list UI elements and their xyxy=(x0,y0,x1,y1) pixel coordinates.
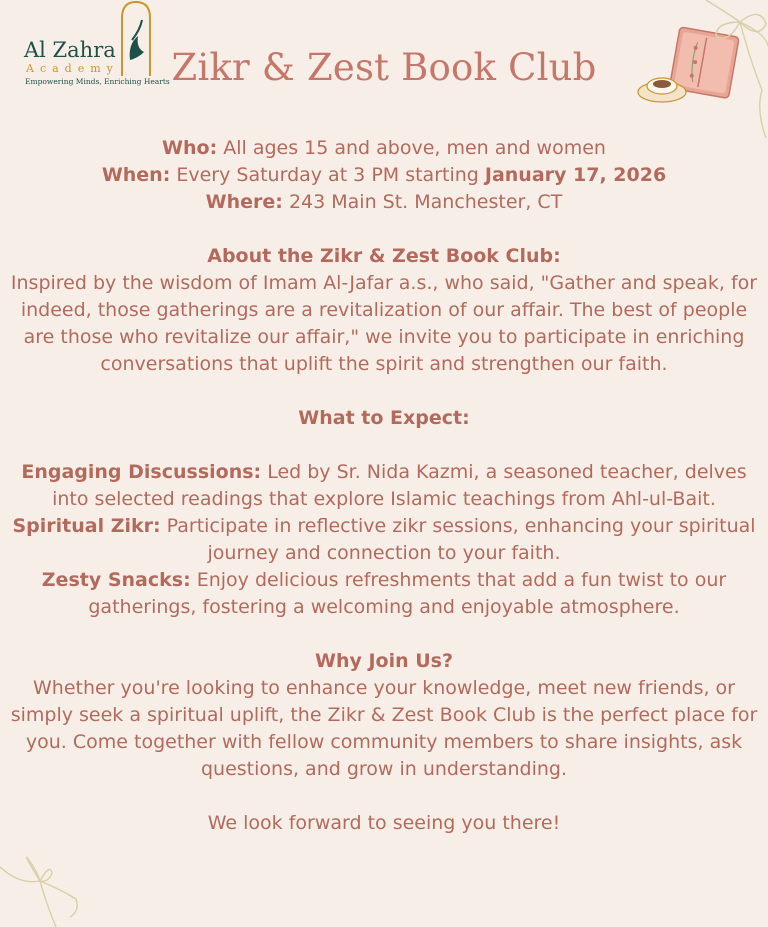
where-label: Where: xyxy=(205,191,283,213)
expect-item-zikr xyxy=(0,513,768,567)
ribbon-bow-icon xyxy=(706,0,768,140)
about-heading: About the Zikr & Zest Book Club: xyxy=(207,245,561,267)
closing-line: We look forward to seeing you there! xyxy=(207,812,561,834)
when-value: Every Saturday at 3 PM starting xyxy=(176,164,479,186)
who-label: Who: xyxy=(162,137,218,159)
logo-subtitle: Academy xyxy=(26,62,119,75)
who-value: All ages 15 and above, men and women xyxy=(223,137,606,159)
where-line xyxy=(0,189,768,216)
expect-item-label: Zesty Snacks: xyxy=(41,569,191,591)
expect-heading: What to Expect: xyxy=(298,407,470,429)
logo-name: Al Zahra xyxy=(24,38,116,62)
about-body: Inspired by the wisdom of Imam Al-Jafar a.s., who said, "Gather and speak, for indeed, those gatherings are a revitalization of our affair. The best of people are those who revitalize our affair," we invite you to participate in enriching conversations that uplift the spirit and strengthen our faith. xyxy=(10,272,758,375)
logo-tagline: Empowering Minds, Enriching Hearts xyxy=(25,77,170,86)
expect-item-label: Engaging Discussions: xyxy=(21,461,262,483)
ribbon-bow-icon xyxy=(0,855,82,927)
where-value: 243 Main St. Manchester, CT xyxy=(288,191,563,213)
expect-item-text: Enjoy delicious refreshments that add a fun twist to our gatherings, fostering a welcoming and enjoyable atmosphere. xyxy=(88,569,727,618)
why-heading: Why Join Us? xyxy=(314,650,454,672)
why-body: Whether you're looking to enhance your knowledge, meet new friends, or simply seek a spiritual uplift, the Zikr & Zest Book Club is the perfect place for you. Come together with fellow community members to share insights, ask questions, and grow in understanding. xyxy=(10,677,758,780)
expect-item-snacks xyxy=(0,567,768,621)
who-line xyxy=(0,135,768,162)
page-title: Zikr & Zest Book Club xyxy=(171,46,597,89)
when-line xyxy=(0,162,768,189)
when-label: When: xyxy=(101,164,171,186)
expect-item-text: Participate in reflective zikr sessions, enhancing your spiritual journey and connection to your faith. xyxy=(166,515,756,564)
expect-item-label: Spiritual Zikr: xyxy=(12,515,161,537)
start-date: January 17, 2026 xyxy=(484,164,667,186)
flyer-content xyxy=(0,135,768,837)
expect-item-discussions xyxy=(0,459,768,513)
expect-item-text: Led by Sr. Nida Kazmi, a seasoned teacher, delves into selected readings that explore Islamic teachings from Ahl-ul-Bait. xyxy=(52,461,747,510)
